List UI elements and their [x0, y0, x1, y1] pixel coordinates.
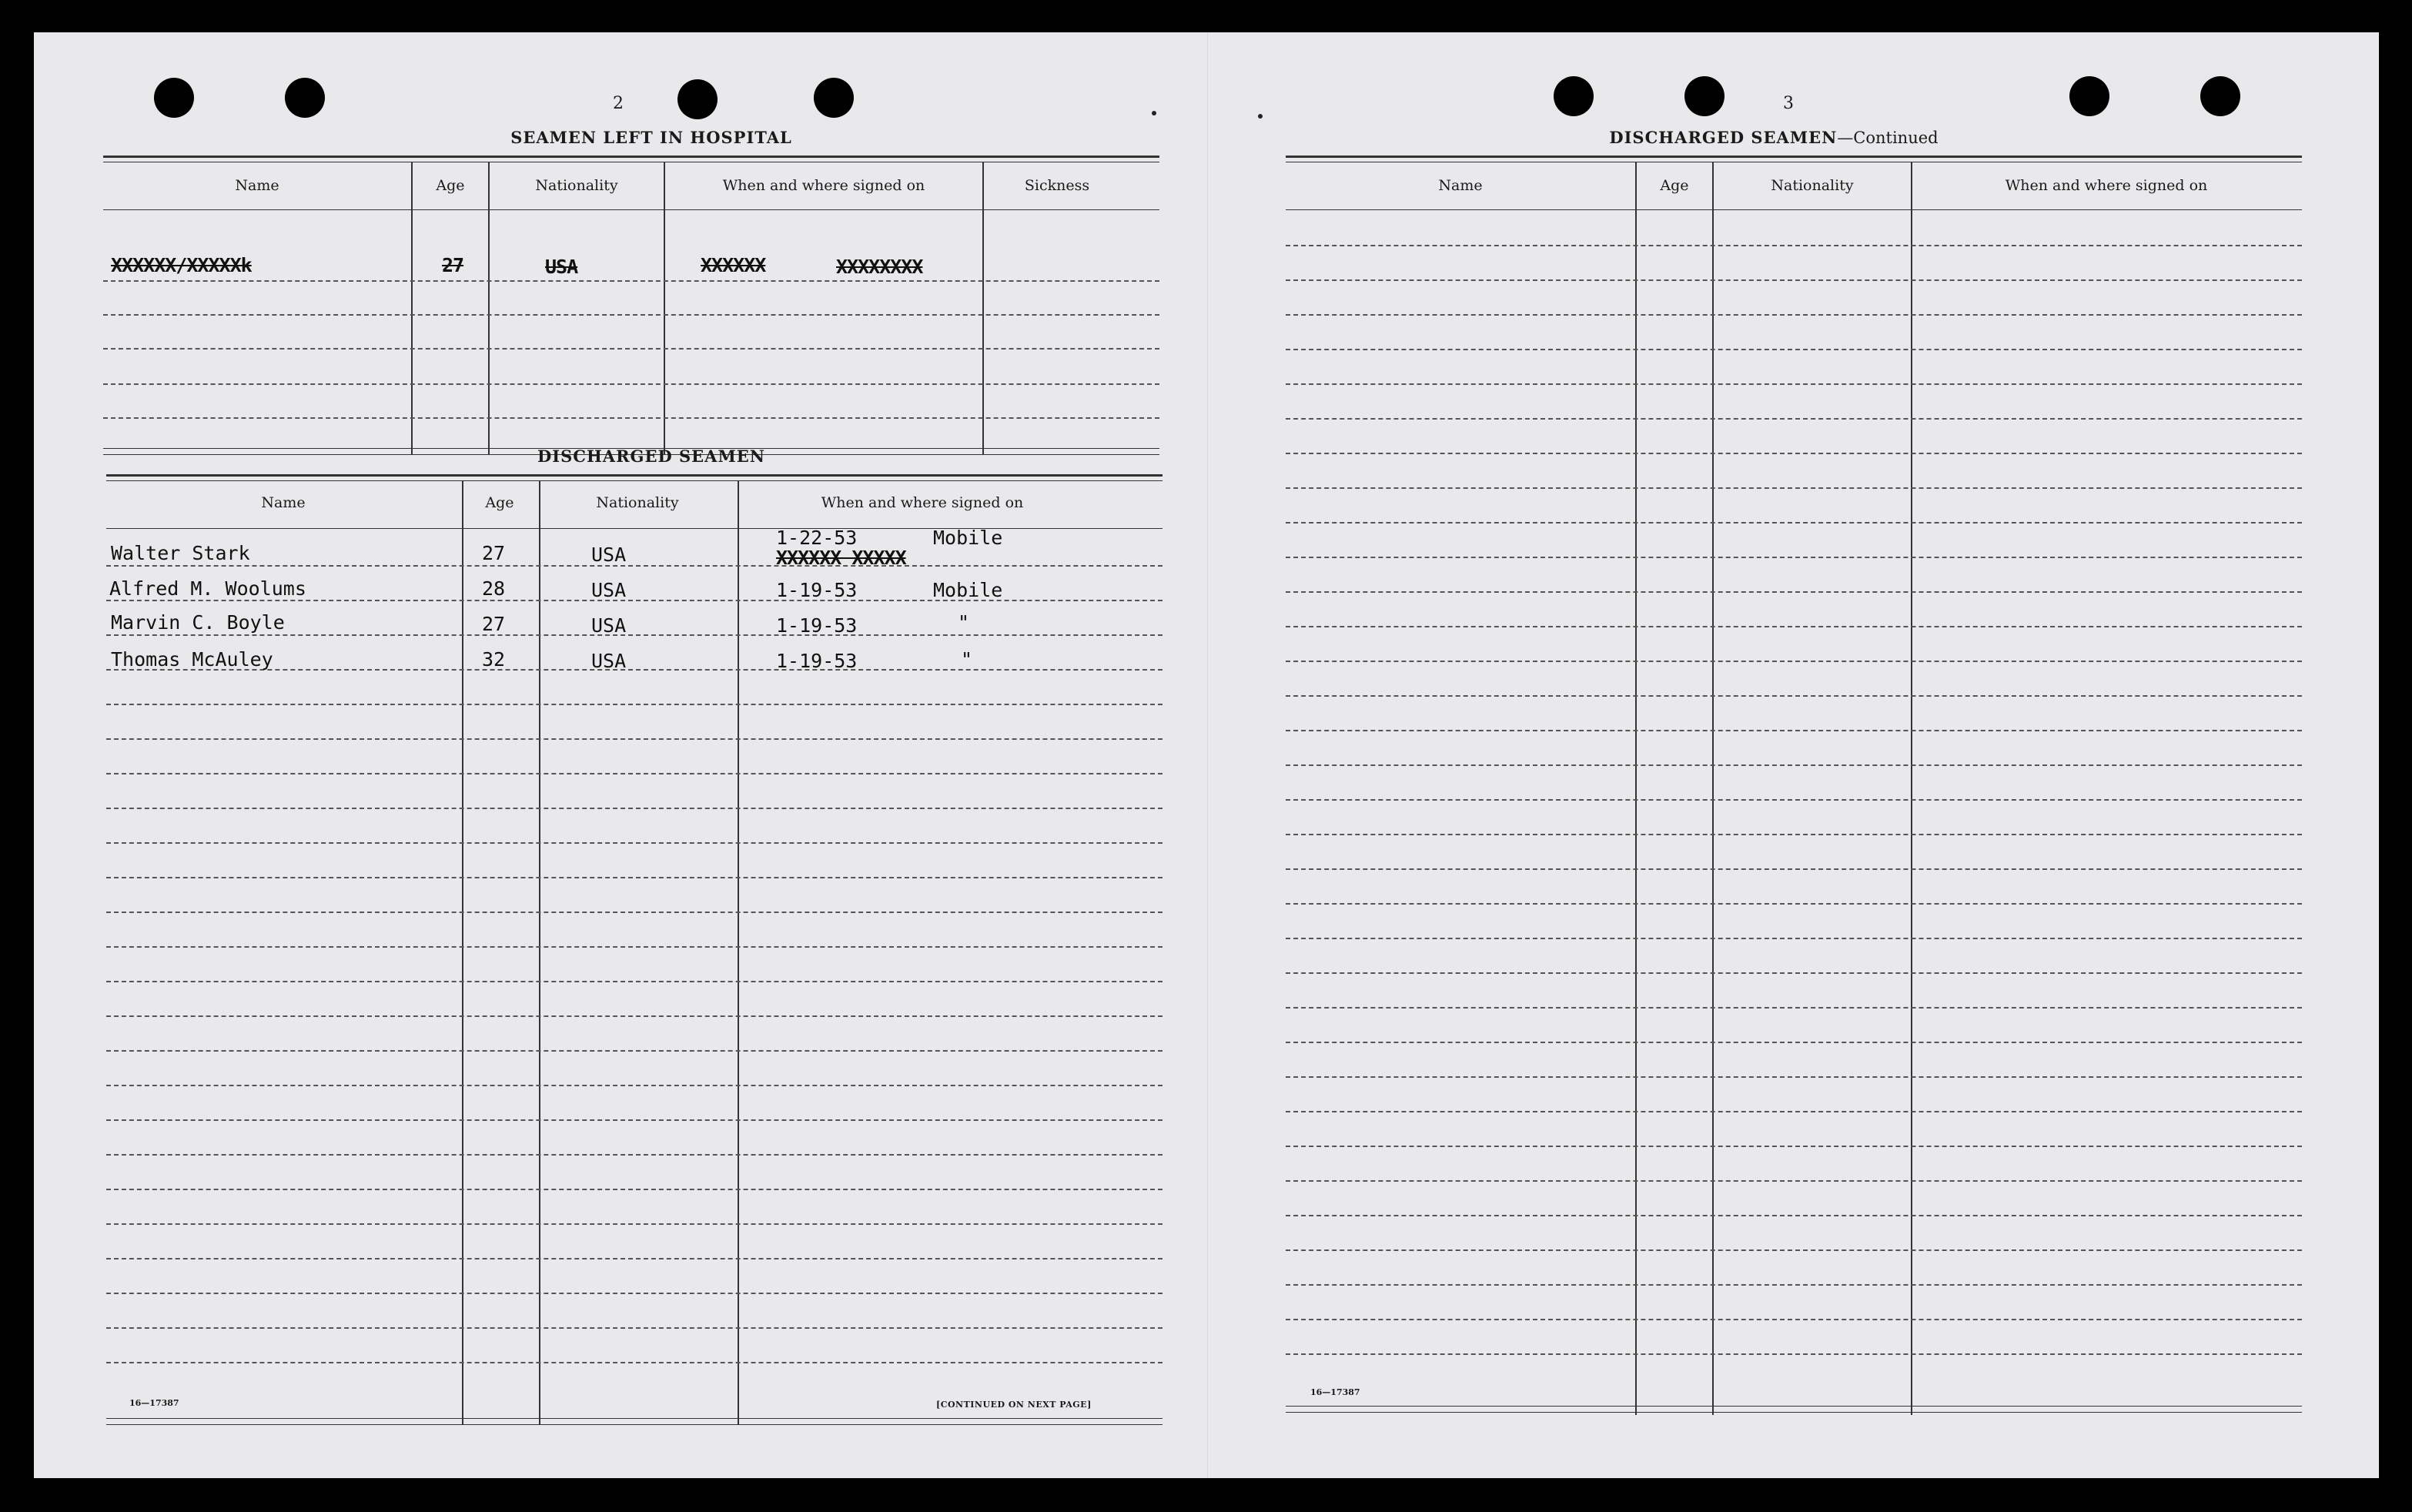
row-line — [1286, 626, 2302, 627]
discharged-col-nationality: Nationality — [596, 494, 679, 511]
binder-hole — [2200, 76, 2240, 116]
page-number-right: 3 — [1783, 94, 1794, 113]
row-line — [1286, 764, 2302, 766]
col-divider — [462, 480, 463, 1424]
table-top-rule — [106, 480, 1163, 481]
row-line — [1286, 1215, 2302, 1216]
discharged-date: 1-19-53 — [776, 650, 858, 672]
hospital-col-sickness: Sickness — [1024, 177, 1090, 194]
row-line — [106, 1258, 1163, 1259]
title-suffix: —Continued — [1837, 129, 1939, 147]
discharged-place: " — [961, 648, 973, 671]
row-line — [1286, 591, 2302, 593]
discharged-date: 1-22-53 — [776, 527, 858, 549]
row-line — [106, 1223, 1163, 1225]
binder-hole — [677, 79, 718, 119]
row-line — [103, 280, 1159, 282]
speck — [1258, 114, 1263, 119]
table-top-rule — [103, 156, 1159, 158]
header-rule — [103, 209, 1159, 210]
discharged-name: Marvin C. Boyle — [111, 611, 285, 634]
row-line — [1286, 418, 2302, 420]
binder-hole — [154, 78, 194, 118]
hospital-nationality: USA — [545, 256, 578, 278]
row-line — [1286, 383, 2302, 385]
page-fold — [1207, 32, 1208, 1478]
row-line — [1286, 938, 2302, 939]
discharged-nationality: USA — [591, 544, 627, 566]
hospital-col-name: Name — [235, 177, 279, 194]
hospital-place: XXXXXXXX — [836, 256, 923, 278]
binder-hole — [2069, 76, 2109, 116]
row-line — [106, 704, 1163, 705]
row-line — [1286, 661, 2302, 662]
table-bottom-rule — [106, 1418, 1163, 1419]
hospital-section-title: SEAMEN LEFT IN HOSPITAL — [510, 128, 792, 147]
discharged-age: 32 — [482, 648, 506, 671]
form-number-right: 16—17387 — [1310, 1387, 1360, 1397]
page-number-left: 2 — [613, 94, 624, 113]
row-line — [1286, 730, 2302, 731]
discharged-date: 1-19-53 — [776, 614, 858, 637]
col-divider — [738, 480, 739, 1424]
discharged-col-age: Age — [485, 494, 514, 511]
row-line — [1286, 314, 2302, 316]
row-line — [106, 1119, 1163, 1121]
row-line — [106, 1327, 1163, 1329]
row-line — [103, 348, 1159, 350]
right-col-age: Age — [1660, 177, 1689, 194]
row-line — [1286, 349, 2302, 350]
row-line — [1286, 972, 2302, 974]
row-line — [1286, 522, 2302, 524]
row-line — [106, 842, 1163, 844]
discharged-nationality: USA — [591, 579, 627, 601]
row-line — [106, 981, 1163, 982]
row-line — [103, 417, 1159, 419]
row-line — [1286, 487, 2302, 489]
row-line — [1286, 1180, 2302, 1182]
row-line — [106, 808, 1163, 809]
discharged-nationality: USA — [591, 650, 627, 672]
speck — [1152, 111, 1156, 115]
discharged-place: Mobile — [933, 579, 1003, 601]
row-line — [1286, 1042, 2302, 1043]
binder-hole — [814, 78, 854, 118]
row-line — [106, 1015, 1163, 1017]
discharged-nationality: USA — [591, 614, 627, 637]
right-col-signed-on: When and where signed on — [2005, 177, 2208, 194]
row-line — [1286, 903, 2302, 905]
row-line — [106, 1085, 1163, 1086]
discharged-continued-title — [1497, 128, 2051, 147]
col-divider — [488, 162, 490, 454]
hospital-name: XXXXXX/XXXXXk — [111, 254, 252, 276]
hospital-age: 27 — [442, 254, 464, 276]
hospital-date: XXXXXX — [701, 254, 766, 276]
binder-hole — [1554, 76, 1594, 116]
row-line — [106, 1050, 1163, 1052]
discharged-col-name: Name — [261, 494, 306, 511]
table-top-rule — [106, 474, 1163, 477]
header-rule — [106, 528, 1163, 529]
row-line — [1286, 557, 2302, 558]
row-line — [1286, 695, 2302, 697]
col-divider — [411, 162, 413, 454]
row-line — [1286, 1146, 2302, 1147]
discharged-age: 27 — [482, 542, 506, 564]
form-number-left: 16—17387 — [129, 1398, 179, 1408]
table-bottom-rule — [106, 1424, 1163, 1425]
discharged-age: 27 — [482, 613, 506, 635]
row-line — [106, 1293, 1163, 1294]
row-line — [1286, 1284, 2302, 1286]
row-line — [106, 600, 1163, 601]
discharged-age: 28 — [482, 577, 506, 600]
row-line — [106, 1362, 1163, 1363]
col-divider — [539, 480, 540, 1424]
row-line — [106, 1154, 1163, 1156]
discharged-col-signed-on: When and where signed on — [821, 494, 1024, 511]
continued-note: [CONTINUED ON NEXT PAGE] — [936, 1400, 1092, 1410]
row-line — [1286, 1249, 2302, 1251]
row-line — [1286, 1353, 2302, 1355]
row-line — [106, 946, 1163, 948]
discharged-date: 1-19-53 — [776, 579, 858, 601]
row-line — [106, 565, 1163, 567]
binder-hole — [285, 78, 325, 118]
binder-hole — [1684, 76, 1725, 116]
row-line — [1286, 245, 2302, 246]
header-rule — [1286, 209, 2302, 210]
document-sheet — [34, 32, 2379, 1478]
table-bottom-rule — [1286, 1406, 2302, 1407]
col-divider — [982, 162, 984, 454]
table-bottom-rule — [1286, 1412, 2302, 1413]
row-line — [103, 383, 1159, 385]
row-line — [106, 1189, 1163, 1190]
hospital-col-age: Age — [436, 177, 465, 194]
right-col-nationality: Nationality — [1771, 177, 1854, 194]
right-col-name: Name — [1438, 177, 1483, 194]
discharged-place: Mobile — [933, 527, 1003, 549]
row-line — [1286, 453, 2302, 454]
col-divider — [664, 162, 665, 454]
row-line — [106, 877, 1163, 878]
title-main: DISCHARGED SEAMEN — [1609, 128, 1838, 147]
table-top-rule — [1286, 156, 2302, 158]
row-line — [1286, 1111, 2302, 1112]
row-line — [106, 738, 1163, 740]
row-line — [1286, 1007, 2302, 1009]
discharged-name: Walter Stark — [111, 542, 250, 564]
row-line — [1286, 1076, 2302, 1078]
discharged-struck-entry: XXXXXX XXXXX — [776, 547, 906, 569]
row-line — [106, 912, 1163, 913]
discharged-section-title: DISCHARGED SEAMEN — [537, 447, 765, 466]
row-line — [106, 634, 1163, 636]
row-line — [1286, 799, 2302, 801]
row-line — [1286, 868, 2302, 870]
discharged-name: Thomas McAuley — [111, 648, 273, 671]
hospital-col-signed-on: When and where signed on — [722, 177, 925, 194]
row-line — [106, 773, 1163, 774]
row-line — [1286, 834, 2302, 835]
row-line — [1286, 1319, 2302, 1320]
discharged-name: Alfred M. Woolums — [109, 577, 306, 600]
row-line — [1286, 279, 2302, 281]
row-line — [103, 314, 1159, 316]
hospital-col-nationality: Nationality — [535, 177, 618, 194]
discharged-place: " — [958, 611, 970, 634]
